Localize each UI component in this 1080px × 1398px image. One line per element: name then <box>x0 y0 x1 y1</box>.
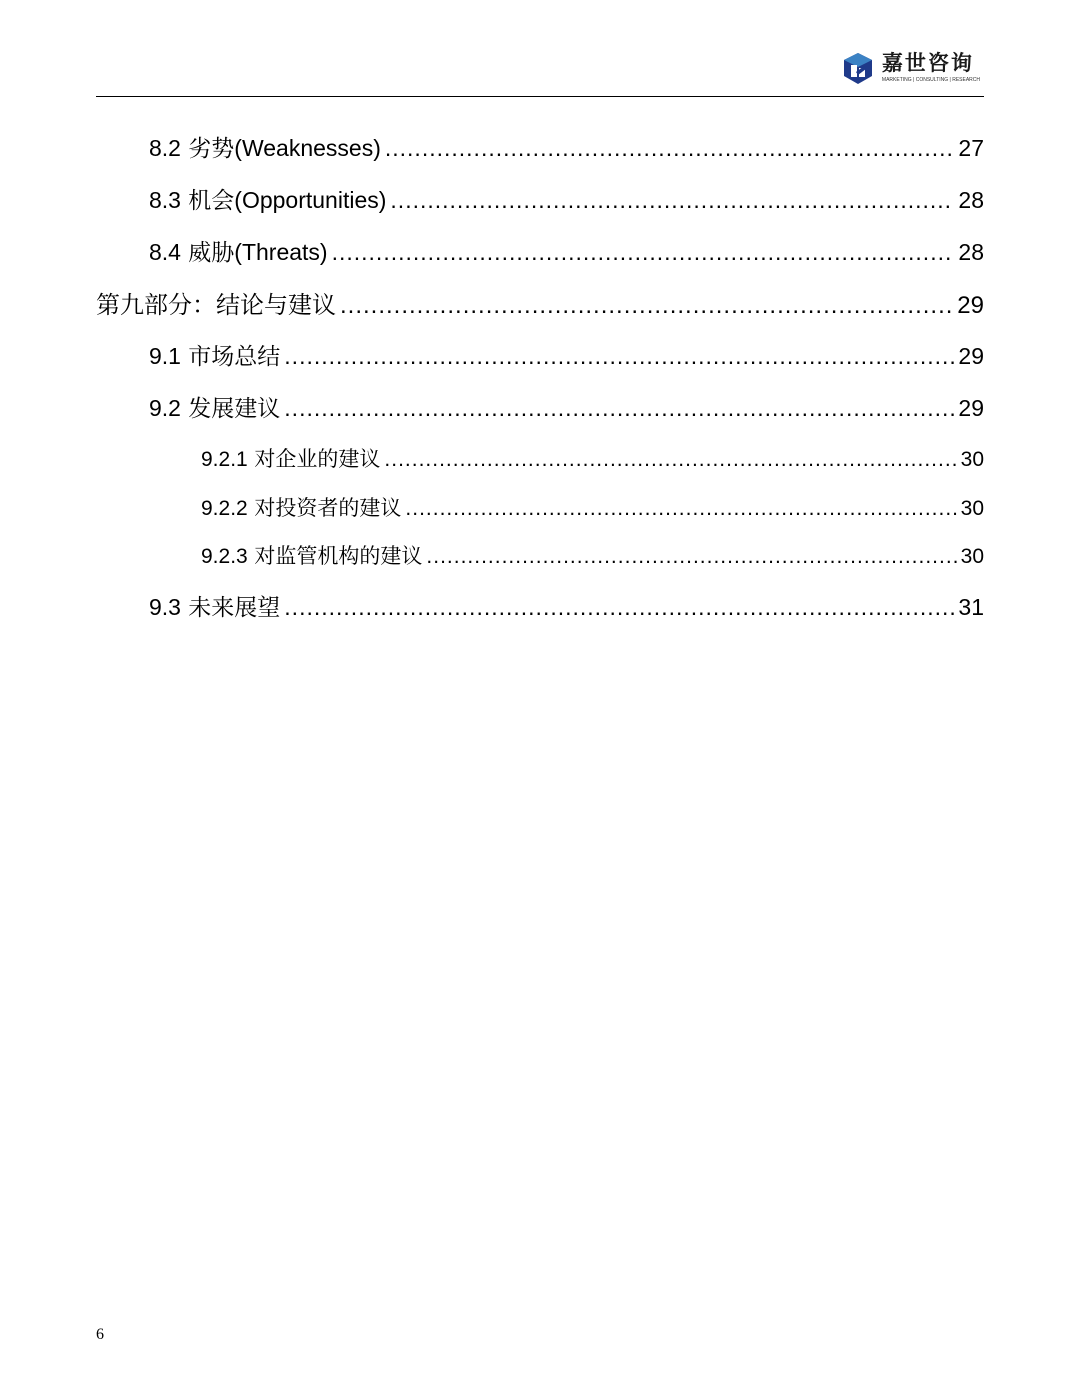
toc-leader <box>284 343 954 370</box>
toc-entry-9-2[interactable] <box>149 390 984 424</box>
toc-leader <box>385 135 955 162</box>
toc-page-number: 30 <box>960 545 984 568</box>
toc-number: 8.4 <box>149 239 181 265</box>
page-header <box>96 40 984 97</box>
toc-entry-9-3[interactable] <box>149 589 984 623</box>
toc-number: 9.2.2 <box>201 497 248 520</box>
toc-number: 9.2.1 <box>201 448 248 471</box>
toc-number: 9.1 <box>149 343 181 369</box>
toc-title: 第九部分：结论与建议 <box>96 291 336 319</box>
toc-entry-part-9[interactable] <box>96 285 984 319</box>
toc-title-latin: (Threats) <box>234 239 328 265</box>
toc-entry-8-2[interactable] <box>149 130 984 164</box>
toc-leader <box>384 448 956 472</box>
toc-page-number: 28 <box>958 239 984 265</box>
toc-title: 市场总结 <box>188 344 281 370</box>
toc-title: 对投资者的建议 <box>254 496 402 520</box>
toc-entry-9-2-3[interactable] <box>201 540 984 570</box>
toc-number: 9.2.3 <box>201 545 248 568</box>
toc-number: 9.2 <box>149 395 181 421</box>
toc-leader <box>332 239 955 266</box>
toc-title-latin: (Opportunities) <box>234 187 387 213</box>
brand-logo <box>842 50 980 90</box>
toc-title-latin: (Weaknesses) <box>234 135 381 161</box>
toc-leader <box>284 594 954 621</box>
toc-page-number: 29 <box>958 395 984 421</box>
toc-number: 8.2 <box>149 135 181 161</box>
footer-page-number: 6 <box>96 1326 104 1343</box>
toc-entry-9-2-2[interactable] <box>201 492 984 522</box>
toc-title: 发展建议 <box>188 396 281 422</box>
toc-title: 对企业的建议 <box>254 447 381 471</box>
toc-page-number: 30 <box>960 448 984 471</box>
toc-entry-8-4[interactable] <box>149 234 984 268</box>
toc-page-number: 29 <box>958 343 984 369</box>
toc-leader <box>284 395 954 422</box>
toc-title: 未来展望 <box>188 595 281 621</box>
toc-page-number: 31 <box>958 594 984 620</box>
toc-title: 对监管机构的建议 <box>254 544 423 568</box>
brand-tagline: MARKETING | CONSULTING | RESEARCH <box>881 77 980 83</box>
toc-entry-9-1[interactable] <box>149 338 984 372</box>
toc-entry-8-3[interactable] <box>149 182 984 216</box>
toc-title: 劣势 <box>188 136 235 162</box>
toc-title: 威胁 <box>188 240 235 266</box>
toc-page-number: 28 <box>958 187 984 213</box>
toc-leader <box>390 187 954 214</box>
toc-page-number: 29 <box>957 292 984 319</box>
brand-logo-icon <box>842 52 874 86</box>
toc-leader <box>426 545 956 569</box>
toc-number: 9.3 <box>149 594 181 620</box>
toc-number: 8.3 <box>149 187 181 213</box>
toc-leader <box>405 497 956 521</box>
toc-entry-9-2-1[interactable] <box>201 443 984 473</box>
toc-page-number: 30 <box>960 497 984 520</box>
toc-page-number: 27 <box>958 135 984 161</box>
toc-title: 机会 <box>188 188 235 214</box>
brand-name: 嘉世咨询 <box>881 51 974 75</box>
toc-leader <box>340 292 953 320</box>
